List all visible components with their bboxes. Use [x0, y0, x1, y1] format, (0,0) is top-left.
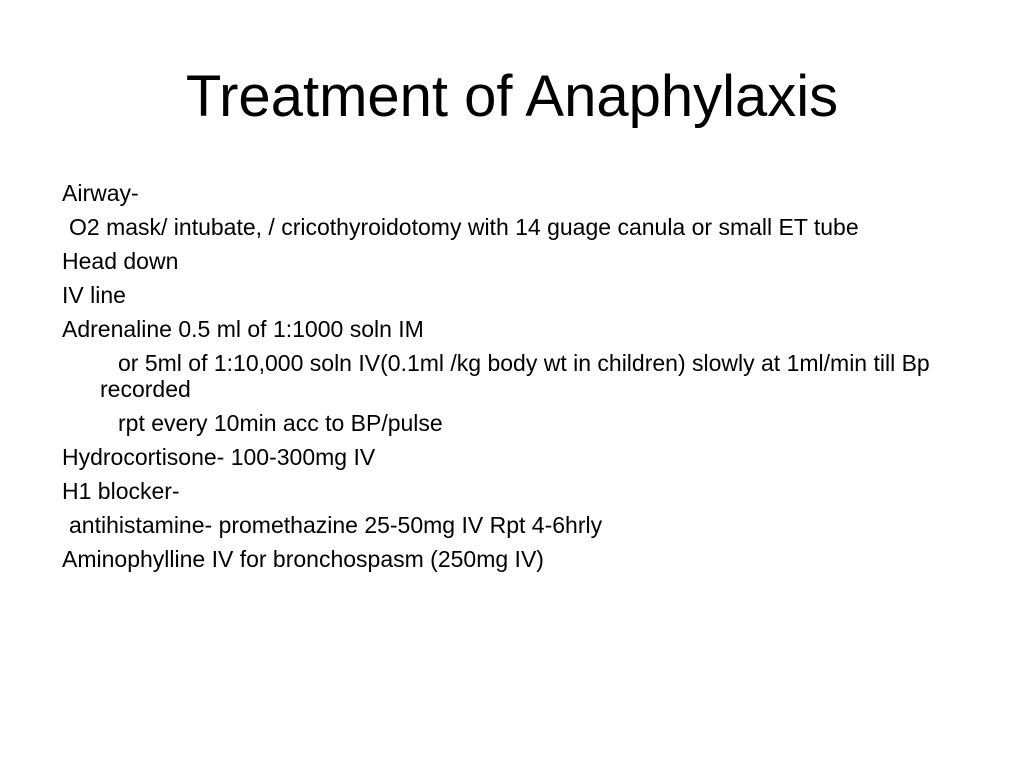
body-line-iv-line: IV line: [62, 282, 126, 308]
body-line-antihistamine: antihistamine- promethazine 25-50mg IV Rpt 4-6hrly: [69, 512, 603, 538]
body-line-adrenaline-iv: or 5ml of 1:10,000 soln IV(0.1ml /kg body wt in children) slowly at 1ml/min till Bp recorded: [100, 350, 930, 402]
body-line-airway: Airway-: [62, 180, 139, 206]
body-line-head-down: Head down: [62, 248, 179, 274]
body-line-o2-mask: O2 mask/ intubate, / cricothyroidotomy with 14 guage canula or small ET tube: [69, 214, 859, 240]
body-line-aminophylline: Aminophylline IV for bronchospasm (250mg IV): [62, 546, 544, 572]
slide-body: [62, 180, 962, 580]
slide-title: Treatment of Anaphylaxis: [185, 64, 839, 129]
body-line-adrenaline: Adrenaline 0.5 ml of 1:1000 soln IM: [62, 316, 424, 342]
body-line-repeat: rpt every 10min acc to BP/pulse: [118, 410, 443, 436]
body-line-hydrocortisone: Hydrocortisone- 100-300mg IV: [62, 444, 376, 470]
body-line-h1-blocker: H1 blocker-: [62, 478, 180, 504]
